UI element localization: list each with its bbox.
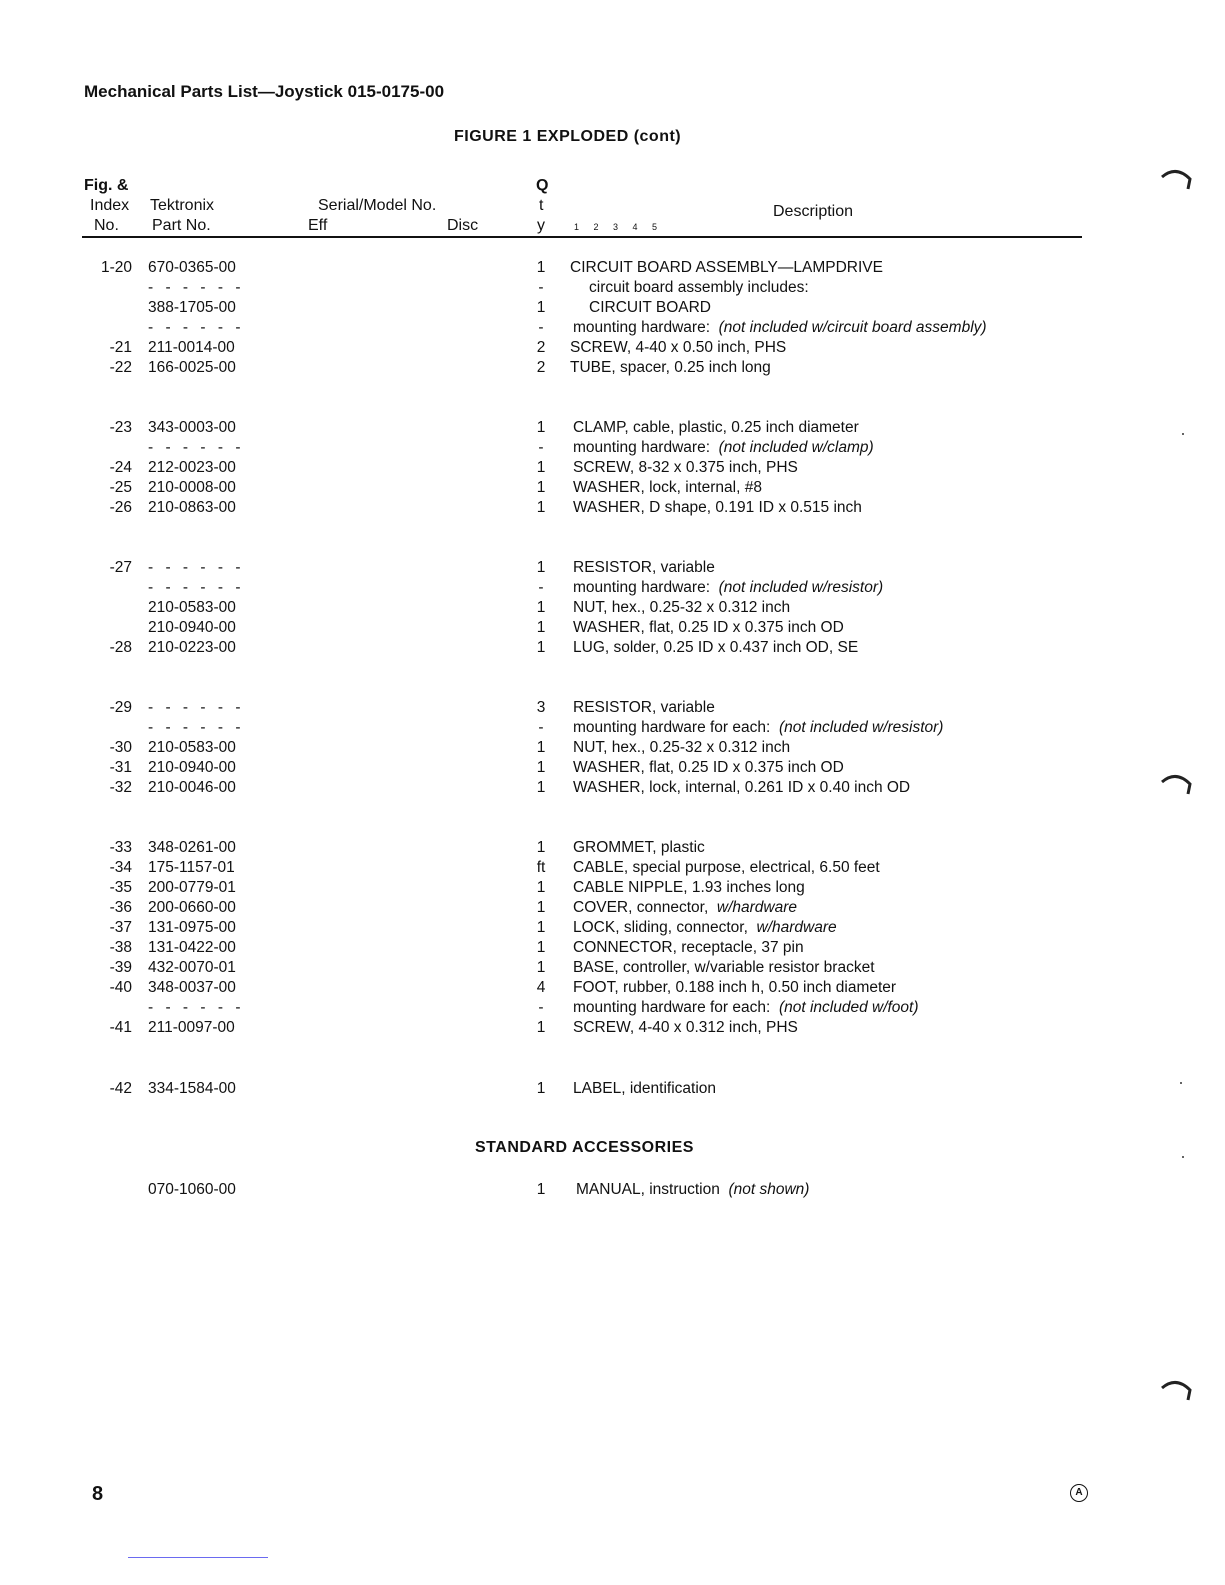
- table-row: [0, 439, 1225, 459]
- row-qty: -: [538, 999, 544, 1016]
- row-part-no: 210-0008-00: [148, 479, 236, 496]
- row-index: -33: [109, 839, 132, 856]
- margin-dot: [1182, 1156, 1184, 1158]
- row-index: -21: [109, 339, 132, 356]
- accessory-part-no: 070-1060-00: [148, 1181, 236, 1198]
- row-description: [573, 639, 858, 657]
- row-description: [573, 759, 844, 777]
- row-desc-text: CIRCUIT BOARD: [589, 299, 712, 316]
- row-desc-text: TUBE, spacer, 0.25 inch long: [570, 359, 771, 376]
- row-part-no: 200-0779-01: [148, 879, 236, 896]
- row-description: [573, 439, 874, 457]
- table-row: [0, 939, 1225, 959]
- row-index: -36: [109, 899, 132, 916]
- row-qty: 1: [536, 779, 546, 796]
- row-qty: 1: [536, 479, 546, 496]
- row-description: [573, 479, 762, 497]
- row-index: -22: [109, 359, 132, 376]
- row-part-no: 210-0223-00: [148, 639, 236, 656]
- row-desc-text: mounting hardware:: [573, 319, 710, 336]
- table-row: [0, 599, 1225, 619]
- table-row: [0, 1080, 1225, 1100]
- row-qty: 1: [536, 619, 546, 636]
- row-description: [573, 999, 919, 1017]
- row-qty: 1: [536, 939, 546, 956]
- row-description: [573, 719, 943, 737]
- row-desc-text: WASHER, flat, 0.25 ID x 0.375 inch OD: [573, 619, 844, 636]
- row-desc-text: LOCK, sliding, connector,: [573, 919, 748, 936]
- row-description: [573, 959, 875, 977]
- row-index: -39: [109, 959, 132, 976]
- col-y: y: [537, 217, 545, 234]
- row-index: 1-20: [100, 259, 132, 276]
- row-desc-text: WASHER, lock, internal, #8: [573, 479, 762, 496]
- row-index: -23: [109, 419, 132, 436]
- row-index: -24: [109, 459, 132, 476]
- table-row: [0, 919, 1225, 939]
- col-tektronix: Tektronix: [150, 197, 215, 214]
- row-index: -41: [109, 1019, 132, 1036]
- row-description: [573, 619, 844, 637]
- row-desc-text: GROMMET, plastic: [573, 839, 705, 856]
- row-qty: 1: [536, 559, 546, 576]
- table-row: [0, 259, 1225, 279]
- row-part-no: 210-0940-00: [148, 759, 236, 776]
- row-desc-text: SCREW, 8-32 x 0.375 inch, PHS: [573, 459, 798, 476]
- row-qty: 1: [536, 739, 546, 756]
- col-digits: 1 2 3 4 5: [574, 222, 664, 232]
- col-q: Q: [536, 177, 549, 194]
- row-desc-text: RESISTOR, variable: [573, 559, 715, 576]
- row-part-no: 210-0583-00: [148, 599, 236, 616]
- row-description: [589, 279, 809, 297]
- row-part-no: - - - - - -: [148, 719, 245, 736]
- row-part-no: - - - - - -: [148, 579, 245, 596]
- row-desc-note: w/hardware: [756, 919, 837, 936]
- row-description: [573, 599, 790, 617]
- row-qty: 1: [536, 459, 546, 476]
- row-desc-text: COVER, connector,: [573, 899, 709, 916]
- row-index: -27: [109, 559, 132, 576]
- row-desc-text: NUT, hex., 0.25-32 x 0.312 inch: [573, 599, 791, 616]
- col-disc: Disc: [447, 217, 479, 234]
- row-part-no: - - - - - -: [148, 279, 245, 296]
- row-part-no: 200-0660-00: [148, 899, 236, 916]
- row-desc-text: mounting hardware:: [573, 439, 710, 456]
- row-description: [573, 1019, 798, 1037]
- row-qty: 1: [536, 599, 546, 616]
- row-description: [573, 699, 715, 717]
- accessory-qty: 1: [536, 1181, 546, 1198]
- row-desc-text: CLAMP, cable, plastic, 0.25 inch diameter: [573, 419, 859, 436]
- row-desc-text: mounting hardware for each:: [573, 719, 771, 736]
- table-row: [0, 699, 1225, 719]
- row-qty: 2: [536, 339, 546, 356]
- row-desc-note: (not included w/resistor): [778, 719, 944, 736]
- row-part-no: - - - - - -: [148, 699, 245, 716]
- row-desc-note: (not included w/foot): [778, 999, 919, 1016]
- revision-mark: A: [1070, 1484, 1088, 1502]
- row-qty: 1: [536, 959, 546, 976]
- row-part-no: 211-0097-00: [148, 1019, 235, 1036]
- row-part-no: 343-0003-00: [148, 419, 236, 436]
- table-row: [0, 719, 1225, 739]
- table-row: [0, 839, 1225, 859]
- margin-mark-top: [1158, 165, 1198, 195]
- table-row: [0, 339, 1225, 359]
- row-index: -26: [109, 499, 132, 516]
- row-index: -31: [109, 759, 132, 776]
- row-index: -28: [109, 639, 132, 656]
- margin-dot: [1180, 1082, 1182, 1084]
- row-part-no: 388-1705-00: [148, 299, 236, 316]
- table-row: [0, 299, 1225, 319]
- accessory-row: [0, 1181, 1225, 1201]
- row-desc-note: (not included w/resistor): [718, 579, 884, 596]
- row-qty: 4: [536, 979, 546, 996]
- row-desc-text: CABLE, special purpose, electrical, 6.50 feet: [573, 859, 880, 876]
- table-row: [0, 999, 1225, 1019]
- row-description: [573, 559, 715, 577]
- row-part-no: 432-0070-01: [148, 959, 236, 976]
- table-row: [0, 739, 1225, 759]
- row-desc-text: CABLE NIPPLE, 1.93 inches long: [573, 879, 805, 896]
- row-index: -37: [109, 919, 132, 936]
- col-part-no: Part No.: [152, 217, 211, 234]
- col-no: No.: [94, 217, 119, 234]
- row-part-no: - - - - - -: [148, 999, 245, 1016]
- row-part-no: 210-0583-00: [148, 739, 236, 756]
- row-desc-text: mounting hardware:: [573, 579, 710, 596]
- row-qty: 1: [536, 259, 546, 276]
- table-row: [0, 899, 1225, 919]
- col-serial: Serial/Model No.: [318, 197, 437, 214]
- row-qty: 1: [536, 899, 546, 916]
- row-index: -30: [109, 739, 132, 756]
- row-description: [573, 779, 910, 797]
- footer-underline: [128, 1557, 268, 1558]
- table-row: [0, 459, 1225, 479]
- col-fig: Fig. &: [84, 177, 129, 194]
- table-row: [0, 419, 1225, 439]
- figure-title: FIGURE 1 EXPLODED (cont): [454, 128, 682, 145]
- row-desc-text: SCREW, 4-40 x 0.50 inch, PHS: [570, 339, 787, 356]
- row-desc-text: mounting hardware for each:: [573, 999, 771, 1016]
- header-rule: [82, 236, 1082, 238]
- margin-mark-bottom: [1158, 1376, 1198, 1406]
- row-description: [573, 579, 883, 597]
- table-row: [0, 1019, 1225, 1039]
- row-desc-text: CONNECTOR, receptacle, 37 pin: [573, 939, 804, 956]
- row-description: [573, 419, 859, 437]
- row-description: [570, 259, 883, 277]
- page-header: Mechanical Parts List—Joystick 015-0175-00: [84, 82, 445, 101]
- row-part-no: - - - - - -: [148, 439, 245, 456]
- row-description: [570, 339, 786, 357]
- row-description: [573, 919, 837, 937]
- margin-mark-middle: [1158, 770, 1198, 800]
- row-part-no: 210-0940-00: [148, 619, 236, 636]
- row-part-no: 166-0025-00: [148, 359, 236, 376]
- table-row: [0, 779, 1225, 799]
- row-qty: 2: [536, 359, 546, 376]
- row-part-no: 210-0046-00: [148, 779, 236, 796]
- row-part-no: - - - - - -: [148, 559, 245, 576]
- row-description: [573, 879, 805, 897]
- row-desc-text: FOOT, rubber, 0.188 inch h, 0.50 inch diameter: [573, 979, 897, 996]
- row-qty: 1: [536, 839, 546, 856]
- row-qty: 1: [536, 919, 546, 936]
- row-qty: 1: [536, 879, 546, 896]
- row-part-no: 348-0261-00: [148, 839, 236, 856]
- row-description: [573, 859, 880, 877]
- row-index: -29: [109, 699, 132, 716]
- row-part-no: 211-0014-00: [148, 339, 235, 356]
- row-index: -35: [109, 879, 132, 896]
- row-index: -42: [109, 1080, 132, 1097]
- row-desc-text: LABEL, identification: [573, 1080, 717, 1097]
- row-description: [573, 1080, 716, 1098]
- col-t: t: [539, 197, 544, 214]
- row-qty: 1: [536, 1080, 546, 1097]
- row-qty: -: [538, 279, 544, 296]
- row-part-no: 131-0975-00: [148, 919, 236, 936]
- accessories-title: STANDARD ACCESSORIES: [475, 1139, 694, 1156]
- row-qty: -: [538, 579, 544, 596]
- row-description: [573, 899, 797, 917]
- row-index: -34: [109, 859, 132, 876]
- row-index: -25: [109, 479, 132, 496]
- col-index: Index: [90, 197, 130, 214]
- table-row: [0, 359, 1225, 379]
- table-row: [0, 619, 1225, 639]
- row-description: [589, 299, 711, 317]
- row-description: [570, 359, 771, 377]
- col-eff: Eff: [308, 217, 328, 234]
- row-index: -38: [109, 939, 132, 956]
- row-qty: 1: [536, 1019, 546, 1036]
- row-desc-text: WASHER, lock, internal, 0.261 ID x 0.40 inch OD: [573, 779, 911, 796]
- row-desc-text: circuit board assembly includes:: [589, 279, 809, 296]
- accessory-desc-note: (not shown): [728, 1181, 810, 1198]
- table-row: [0, 279, 1225, 299]
- row-desc-text: RESISTOR, variable: [573, 699, 715, 716]
- row-part-no: 210-0863-00: [148, 499, 236, 516]
- row-desc-text: SCREW, 4-40 x 0.312 inch, PHS: [573, 1019, 798, 1036]
- table-row: [0, 479, 1225, 499]
- row-desc-note: w/hardware: [716, 899, 798, 916]
- table-row: [0, 579, 1225, 599]
- table-row: [0, 639, 1225, 659]
- row-description: [573, 319, 987, 337]
- table-row: [0, 859, 1225, 879]
- row-desc-note: (not included w/clamp): [718, 439, 874, 456]
- page-number: 8: [92, 1483, 104, 1505]
- row-qty: 1: [536, 639, 546, 656]
- table-row: [0, 319, 1225, 339]
- row-desc-text: NUT, hex., 0.25-32 x 0.312 inch: [573, 739, 791, 756]
- table-row: [0, 499, 1225, 519]
- row-qty: -: [538, 319, 544, 336]
- row-part-no: - - - - - -: [148, 319, 245, 336]
- row-index: -40: [109, 979, 132, 996]
- row-desc-text: LUG, solder, 0.25 ID x 0.437 inch OD, SE: [573, 639, 859, 656]
- row-index: -32: [109, 779, 132, 796]
- accessory-desc-text: MANUAL, instruction: [576, 1181, 720, 1198]
- row-description: [573, 459, 798, 477]
- row-description: [573, 979, 896, 997]
- table-row: [0, 759, 1225, 779]
- col-description: Description: [773, 203, 854, 220]
- row-qty: 1: [536, 299, 546, 316]
- row-part-no: 348-0037-00: [148, 979, 236, 996]
- row-desc-text: CIRCUIT BOARD ASSEMBLY—LAMPDRIVE: [570, 259, 883, 276]
- row-qty: -: [538, 439, 544, 456]
- row-desc-text: BASE, controller, w/variable resistor bracket: [573, 959, 875, 976]
- row-description: [573, 939, 804, 957]
- row-qty: -: [538, 719, 544, 736]
- row-qty: 1: [536, 499, 546, 516]
- row-description: [573, 839, 705, 857]
- table-row: [0, 959, 1225, 979]
- row-qty: 3: [536, 699, 546, 716]
- accessory-description: [576, 1181, 809, 1199]
- margin-dot: [1182, 433, 1184, 435]
- row-part-no: 670-0365-00: [148, 259, 236, 276]
- row-qty: ft: [536, 859, 546, 876]
- row-part-no: 212-0023-00: [148, 459, 236, 476]
- row-part-no: 131-0422-00: [148, 939, 236, 956]
- row-qty: 1: [536, 419, 546, 436]
- row-description: [573, 499, 862, 517]
- row-desc-text: WASHER, flat, 0.25 ID x 0.375 inch OD: [573, 759, 844, 776]
- row-desc-note: (not included w/circuit board assembly): [718, 319, 987, 336]
- row-desc-text: WASHER, D shape, 0.191 ID x 0.515 inch: [573, 499, 862, 516]
- row-part-no: 175-1157-01: [148, 859, 235, 876]
- row-description: [573, 739, 790, 757]
- table-row: [0, 559, 1225, 579]
- row-part-no: 334-1584-00: [148, 1080, 236, 1097]
- table-row: [0, 979, 1225, 999]
- table-row: [0, 879, 1225, 899]
- row-qty: 1: [536, 759, 546, 776]
